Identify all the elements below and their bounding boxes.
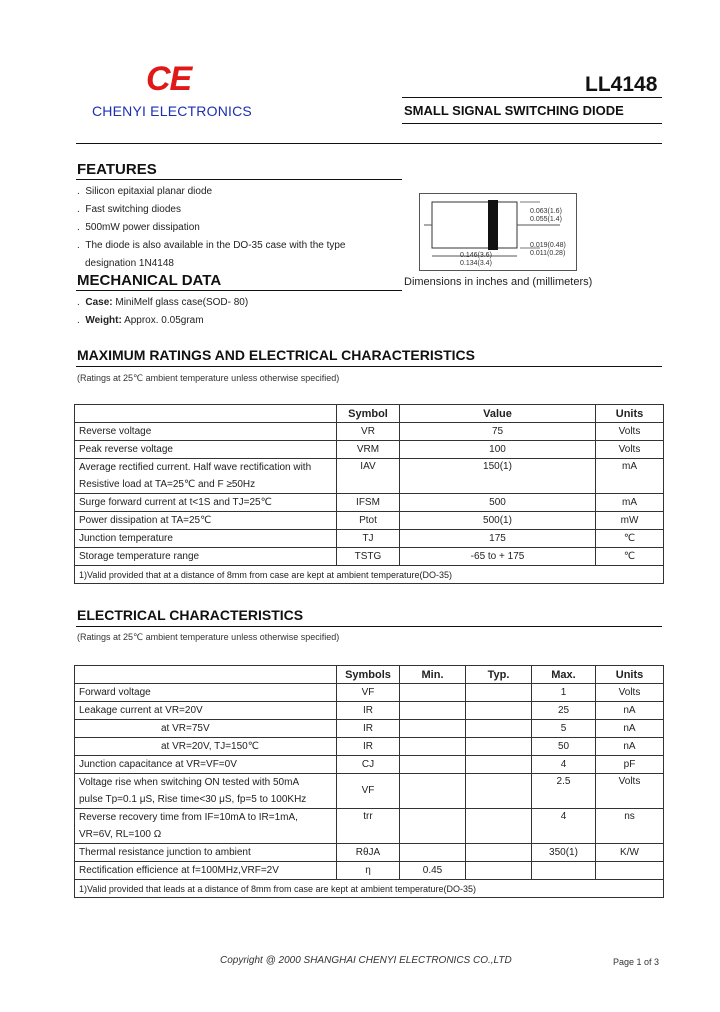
dim-label: 0.019(0.48) 0.011(0.28)	[530, 242, 566, 257]
mechanical-heading: MECHANICAL DATA	[77, 272, 222, 289]
part-number: LL4148	[585, 73, 658, 96]
header-rule-top	[402, 97, 662, 98]
feature-item: . Fast switching diodes	[77, 204, 181, 215]
feature-item: . The diode is also available in the DO-35 case with the type	[77, 240, 346, 251]
table-header-row: Symbols Min. Typ. Max. Units	[75, 666, 664, 684]
elec-heading: ELECTRICAL CHARACTERISTICS	[77, 607, 304, 623]
table-row: Forward voltage VF 1 Volts	[75, 684, 664, 702]
table-row: Reverse voltage VR 75 Volts	[75, 423, 664, 441]
max-ratings-table	[74, 404, 664, 584]
table-footnote-row: 1)Valid provided that at a distance of 8mm from case are kept at ambient temperature(DO-35)	[75, 566, 664, 584]
elec-note: (Ratings at 25℃ ambient temperature unless otherwise specified)	[77, 632, 340, 642]
package-diagram	[419, 193, 577, 271]
copyright-footer: Copyright @ 2000 SHANGHAI CHENYI ELECTRONICS CO.,LTD	[220, 955, 512, 966]
table-footnote-row: 1)Valid provided that leads at a distance of 8mm from case are kept at ambient temperature(DO-35)	[75, 880, 664, 898]
max-ratings-note: (Ratings at 25℃ ambient temperature unless otherwise specified)	[77, 373, 340, 383]
table-row: Power dissipation at TA=25℃ Ptot 500(1) mW	[75, 512, 664, 530]
table-row: Junction capacitance at VR=VF=0V CJ 4 pF	[75, 756, 664, 774]
features-heading: FEATURES	[77, 161, 157, 178]
table-row: at VR=75V IR 5 nA	[75, 720, 664, 738]
features-rule	[76, 179, 402, 180]
mechanical-item: . Weight: Approx. 0.05gram	[77, 315, 204, 326]
table-row: Junction temperature TJ 175 ℃	[75, 530, 664, 548]
document-subtitle: SMALL SIGNAL SWITCHING DIODE	[404, 103, 624, 118]
elec-char-table	[74, 665, 664, 898]
table-row: Thermal resistance junction to ambient RθJA 350(1) K/W	[75, 844, 664, 862]
column-header: Units	[596, 405, 664, 423]
table-row: Rectification efficience at f=100MHz,VRF=2V η 0.45	[75, 862, 664, 880]
table-row: Peak reverse voltage VRM 100 Volts	[75, 441, 664, 459]
elec-rule	[76, 626, 662, 627]
table-row: Voltage rise when switching ON tested with 50mA pulse Tp=0.1 μS, Rise time<30 μS, fp=5 to 100KHz VF 2.5 Volts	[75, 774, 664, 809]
column-header: Symbol	[337, 405, 400, 423]
company-logo: CE	[146, 60, 192, 98]
company-name: CHENYI ELECTRONICS	[92, 103, 252, 119]
diagram-caption: Dimensions in inches and (millimeters)	[404, 276, 593, 288]
header-rule-bottom	[402, 123, 662, 124]
feature-item: . Silicon epitaxial planar diode	[77, 186, 213, 197]
column-header: Value	[400, 405, 596, 423]
table-header-row	[75, 405, 664, 423]
page-number: Page 1 of 3	[613, 957, 660, 967]
dim-label: 0.063(1.6) 0.055(1.4)	[530, 208, 562, 223]
feature-item: designation 1N4148	[85, 258, 174, 269]
feature-item: . 500mW power dissipation	[77, 222, 200, 233]
diode-outline-drawing	[420, 194, 576, 270]
table-row: Surge forward current at t<1S and TJ=25℃ IFSM 500 mA	[75, 494, 664, 512]
mechanical-rule	[76, 290, 402, 291]
table-row: Average rectified current. Half wave rectification with Resistive load at TA=25℃ and F ≥50Hz IAV 150(1) mA	[75, 459, 664, 494]
table-row: Reverse recovery time from IF=10mA to IR=1mA, VR=6V, RL=100 Ω trr 4 ns	[75, 809, 664, 844]
table-row: Storage temperature range TSTG -65 to + 175 ℃	[75, 548, 664, 566]
mechanical-item: . Case: MiniMelf glass case(SOD- 80)	[77, 297, 249, 308]
page-divider	[76, 143, 662, 144]
dim-label: 0.146(3.6) 0.134(3.4)	[460, 252, 492, 267]
column-header	[75, 405, 337, 423]
table-row: at VR=20V, TJ=150℃ IR 50 nA	[75, 738, 664, 756]
max-ratings-rule	[76, 366, 662, 367]
table-row: Leakage current at VR=20V IR 25 nA	[75, 702, 664, 720]
max-ratings-heading: MAXIMUM RATINGS AND ELECTRICAL CHARACTERISTICS	[77, 347, 475, 363]
